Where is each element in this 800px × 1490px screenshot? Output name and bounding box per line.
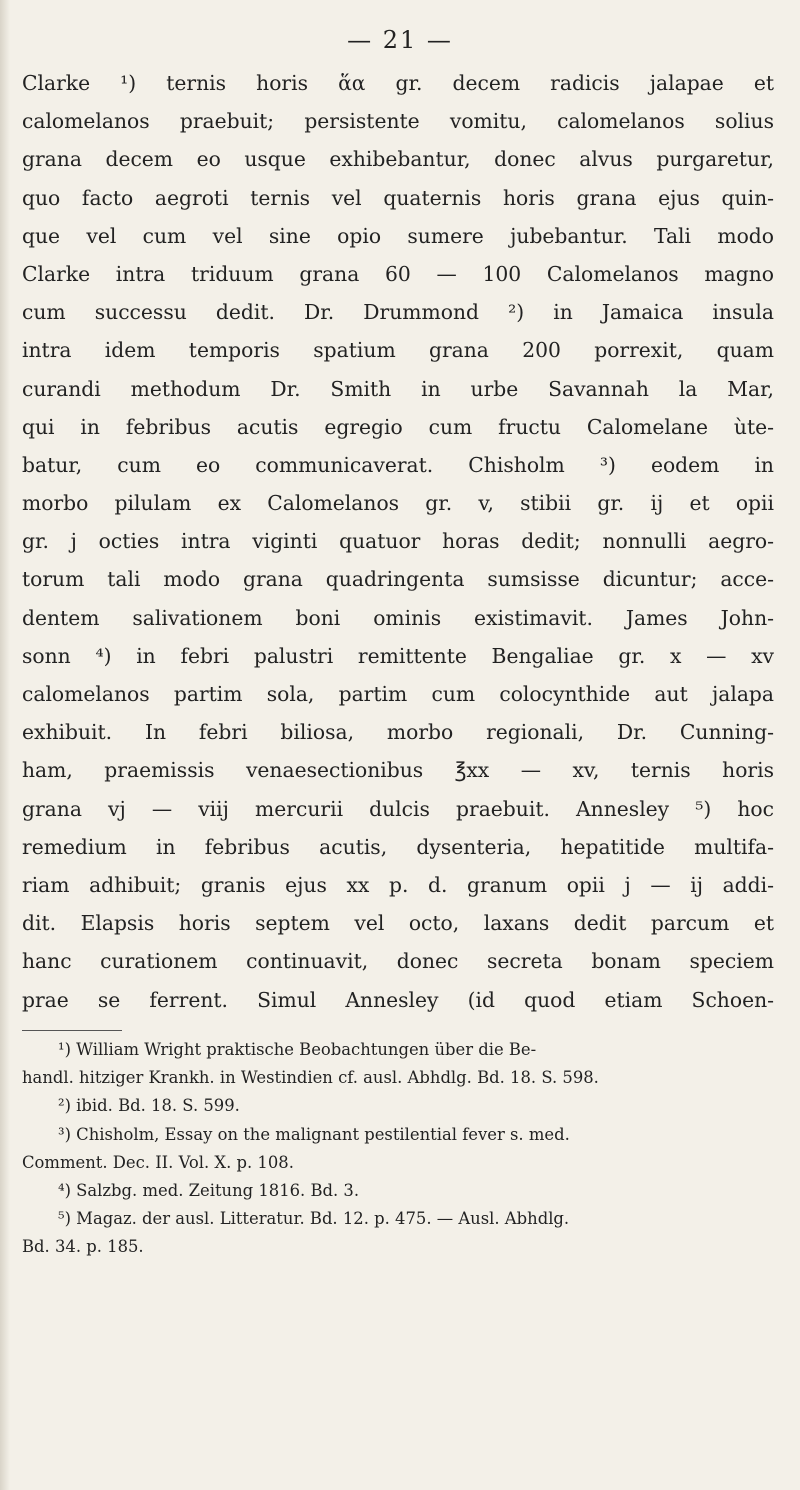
footnotes bbox=[22, 1036, 774, 1262]
text-line: gr. j octies intra viginti quatuor horas dedit; nonnulli aegro- bbox=[22, 529, 774, 554]
text-line: torum tali modo grana quadringenta sumsisse dicuntur; acce- bbox=[22, 567, 774, 592]
text-line: dentem salivationem boni ominis existimavit. James John- bbox=[22, 605, 774, 630]
text-line: grana decem eo usque exhibebantur, donec alvus purgaretur, bbox=[22, 147, 774, 172]
text-line: prae se ferrent. Simul Annesley (id quod etiam Schoen- bbox=[22, 987, 774, 1012]
text-line: exhibuit. In febri biliosa, morbo regionali, Dr. Cunning- bbox=[22, 720, 774, 745]
footnote-continuation: handl. hitziger Krankh. in Westindien cf. ausl. Abhdlg. Bd. 18. S. 598. bbox=[22, 1068, 599, 1088]
footnote: ³) Chisholm, Essay on the malignant pestilential fever s. med. bbox=[58, 1124, 570, 1144]
footnote: ⁵) Magaz. der ausl. Litteratur. Bd. 12. p. 475. — Ausl. Abhdlg. bbox=[58, 1209, 570, 1229]
text-line: calomelanos praebuit; persistente vomitu, calomelanos solius bbox=[22, 109, 774, 134]
text-line: que vel cum vel sine opio sumere jubebantur. Tali modo bbox=[22, 223, 774, 248]
text-line: hanc curationem continuavit, donec secreta bonam speciem bbox=[22, 949, 774, 974]
text-line: ham, praemissis venaesectionibus ℥xx — xv, ternis horis bbox=[22, 758, 774, 783]
text-line: sonn ⁴) in febri palustri remittente Bengaliae gr. x — xv bbox=[22, 643, 774, 668]
text-line: cum successu dedit. Dr. Drummond ²) in Jamaica insula bbox=[22, 300, 774, 325]
text-line: morbo pilulam ex Calomelanos gr. v, stibii gr. ij et opii bbox=[22, 491, 774, 516]
page-number: — 21 — bbox=[347, 26, 453, 54]
text-line: calomelanos partim sola, partim cum colocynthide aut jalapa bbox=[22, 682, 774, 706]
page-gutter-shadow bbox=[0, 0, 10, 1490]
text-line: batur, cum eo communicaverat. Chisholm ³) eodem in bbox=[22, 452, 774, 477]
text-line: dit. Elapsis horis septem vel octo, laxans dedit parcum et bbox=[22, 911, 774, 936]
text-line: remedium in febribus acutis, dysenteria, hepatitide multifa- bbox=[22, 834, 774, 859]
footnote: ¹) William Wright praktische Beobachtungen über die Be- bbox=[58, 1040, 537, 1059]
text-line: Clarke intra triduum grana 60 — 100 Calomelanos magno bbox=[22, 261, 774, 286]
text-line: riam adhibuit; granis ejus xx p. d. granum opii j — ij addi- bbox=[22, 872, 774, 897]
text-line: intra idem temporis spatium grana 200 porrexit, quam bbox=[22, 338, 774, 363]
footnote-continuation: Comment. Dec. II. Vol. X. p. 108. bbox=[22, 1152, 294, 1172]
main-text bbox=[22, 64, 774, 1019]
footnote: ²) ibid. Bd. 18. S. 599. bbox=[58, 1096, 240, 1116]
text-line: grana vj — viij mercurii dulcis praebuit. Annesley ⁵) hoc bbox=[22, 796, 774, 821]
footnote: ⁴) Salzbg. med. Zeitung 1816. Bd. 3. bbox=[58, 1181, 360, 1201]
text-line: quo facto aegroti ternis vel quaternis horis grana ejus quin- bbox=[22, 185, 774, 210]
text-line: qui in febribus acutis egregio cum fructu Calomelane ùte- bbox=[22, 414, 774, 439]
footnote-continuation: Bd. 34. p. 185. bbox=[22, 1237, 144, 1257]
footnote-divider bbox=[22, 1030, 122, 1031]
text-line: curandi methodum Dr. Smith in urbe Savannah la Mar, bbox=[22, 376, 774, 401]
text-line: Clarke ¹) ternis horis ἅα gr. decem radicis jalapae et bbox=[22, 71, 774, 95]
